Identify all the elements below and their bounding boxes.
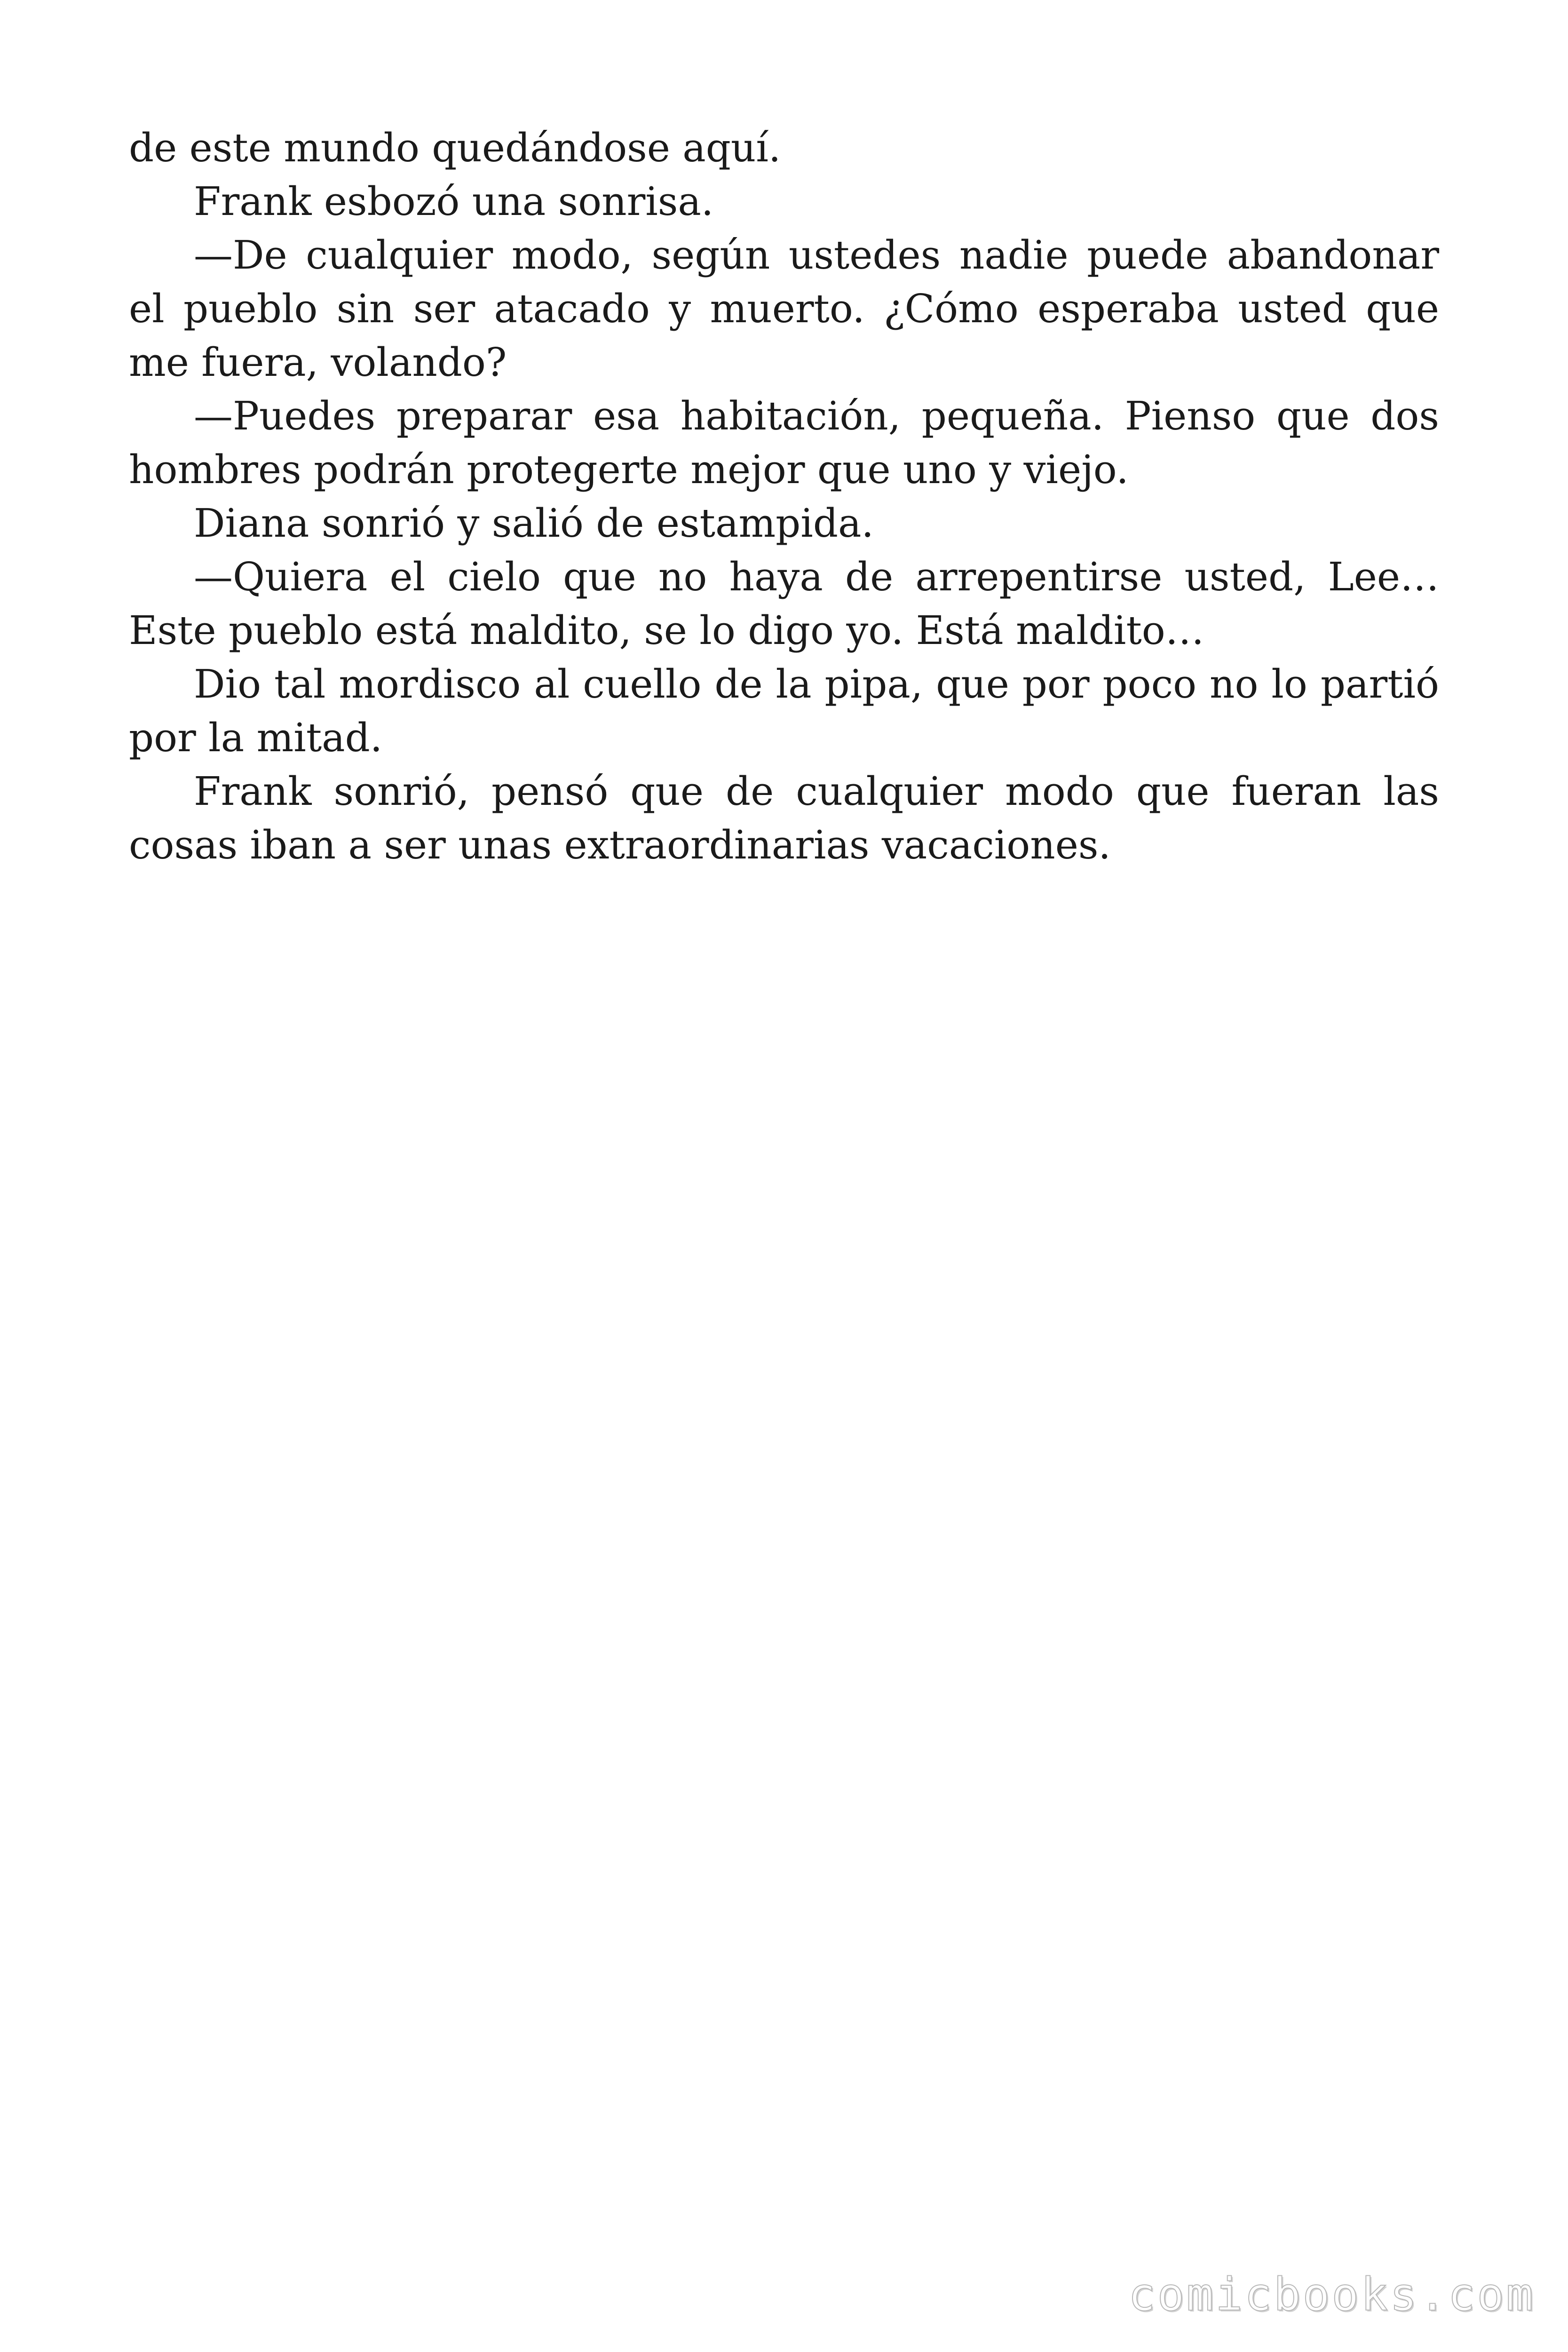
paragraph: Dio tal mordisco al cuello de la pipa, que por poco no lo partió por la mitad. [129,661,1439,761]
paragraph: —Quiera el cielo que no haya de arrepentirse usted, Lee… Este pueblo está maldito, se lo digo yo. Está maldito… [129,554,1439,653]
paragraph: Frank sonrió, pensó que de cualquier modo que fueran las cosas iban a ser unas extraordinarias vacaciones. [129,769,1439,868]
watermark: comicbooks.com [1128,2268,1535,2321]
paragraph-continuation: de este mundo quedándose aquí. [129,125,781,171]
paragraph: —De cualquier modo, según ustedes nadie puede abandonar el pueblo sin ser atacado y muerto. ¿Cómo esperaba usted que me fuera, volando? [129,232,1439,385]
paragraph: Frank esbozó una sonrisa. [194,179,714,224]
paragraph: —Puedes preparar esa habitación, pequeña. Pienso que dos hombres podrán protegerte mejor que uno y viejo. [129,393,1439,493]
body-text [129,121,1439,872]
paragraph: Diana sonrió y salió de estampida. [194,501,874,546]
